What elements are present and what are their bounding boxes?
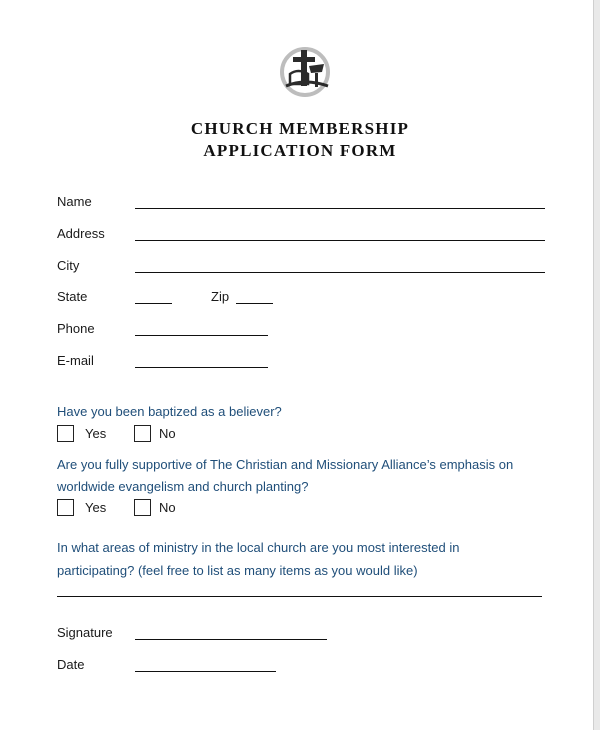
signature-field[interactable] [135, 639, 327, 640]
city-field[interactable] [135, 272, 545, 273]
zip-field[interactable] [236, 303, 273, 304]
baptized-question: Have you been baptized as a believer? [57, 404, 282, 419]
phone-label: Phone [57, 321, 95, 336]
city-label: City [57, 258, 80, 273]
state-label: State [57, 289, 88, 304]
baptized-yes-checkbox[interactable] [57, 425, 74, 442]
address-field[interactable] [135, 240, 545, 241]
signature-label: Signature [57, 625, 113, 640]
email-field[interactable] [135, 367, 268, 368]
name-label: Name [57, 194, 92, 209]
church-cross-logo-icon [278, 44, 336, 100]
support-yes-checkbox[interactable] [57, 499, 74, 516]
support-no-checkbox[interactable] [134, 499, 151, 516]
baptized-yes-label: Yes [85, 426, 107, 441]
zip-label: Zip [211, 289, 230, 304]
support-question-line-2: worldwide evangelism and church planting? [57, 479, 309, 494]
form-title-line-1: CHURCH MEMBERSHIP [190, 119, 410, 138]
ministry-answer-field[interactable] [57, 596, 542, 597]
form-title-line-2: APPLICATION FORM [203, 141, 397, 160]
state-field[interactable] [135, 303, 172, 304]
support-no-label: No [159, 500, 176, 515]
ministry-question-line-2: participating? (feel free to list as many items as you would like) [57, 563, 418, 578]
baptized-no-label: No [159, 426, 176, 441]
date-field[interactable] [135, 671, 276, 672]
support-question-line-1: Are you fully supportive of The Christian and Missionary Alliance’s emphasis on [57, 457, 514, 472]
date-label: Date [57, 657, 85, 672]
support-yes-label: Yes [85, 500, 107, 515]
ministry-question-line-1: In what areas of ministry in the local church are you most interested in [57, 540, 460, 555]
phone-field[interactable] [135, 335, 268, 336]
address-label: Address [57, 226, 105, 241]
email-label: E-mail [57, 353, 94, 368]
baptized-no-checkbox[interactable] [134, 425, 151, 442]
name-field[interactable] [135, 208, 545, 209]
